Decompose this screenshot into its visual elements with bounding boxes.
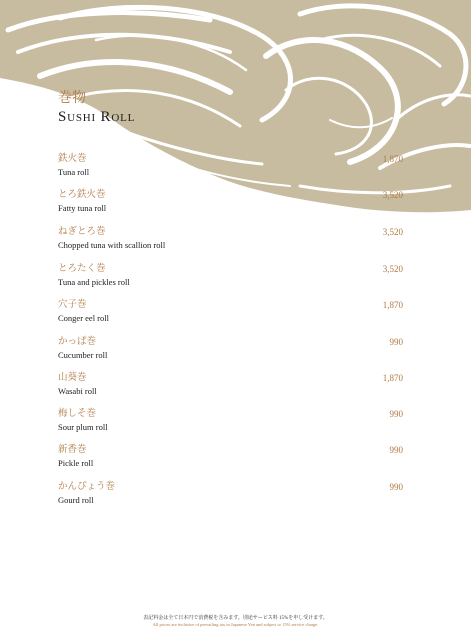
item-name-jp: 鉄火巻: [58, 154, 87, 164]
menu-item: [58, 372, 403, 404]
item-name-en: Tuna roll: [58, 167, 90, 177]
item-name-jp: 梅しそ巻: [58, 409, 97, 419]
item-name-jp: かっぱ巻: [58, 337, 97, 347]
item-price: 1,870: [382, 373, 403, 383]
item-name-en: Cucumber roll: [58, 350, 108, 360]
item-name-jp: とろたく巻: [58, 264, 106, 274]
item-price: 3,520: [382, 227, 403, 237]
menu-item: [58, 153, 403, 185]
item-name-en: Chopped tuna with scallion roll: [58, 240, 166, 250]
item-name-jp: とろ鉄火巻: [58, 190, 106, 200]
item-price: 1,870: [382, 300, 403, 310]
item-price: 1,870: [382, 154, 403, 164]
footer-note-en: All prices are inclusive of prevailing tax in Japanese Yen and subject to 15% service charge.: [152, 622, 319, 627]
menu-item: [58, 263, 403, 295]
menu-item: [58, 481, 403, 513]
item-price: 3,520: [382, 264, 403, 274]
item-name-en: Tuna and pickles roll: [58, 277, 130, 287]
item-name-jp: 新香巻: [58, 445, 87, 455]
item-name-en: Pickle roll: [58, 458, 94, 468]
item-price: 990: [389, 337, 403, 347]
menu-item: [58, 189, 403, 221]
item-name-en: Fatty tuna roll: [58, 203, 107, 213]
item-name-jp: 山葵巻: [58, 373, 87, 383]
item-name-jp: 穴子巻: [58, 300, 87, 310]
item-price: 3,520: [382, 190, 403, 200]
item-name-jp: ねぎとろ巻: [58, 227, 106, 237]
menu-item: [58, 226, 403, 258]
item-price: 990: [389, 482, 403, 492]
menu-item: [58, 444, 403, 476]
menu-item: [58, 299, 403, 331]
menu-item: [58, 408, 403, 440]
item-price: 990: [389, 409, 403, 419]
item-name-en: Gourd roll: [58, 495, 94, 505]
item-name-en: Sour plum roll: [58, 422, 108, 432]
section-header: [58, 91, 135, 127]
menu-item: [58, 336, 403, 368]
item-name-jp: かんぴょう巻: [58, 482, 116, 492]
section-title-jp: 巻物: [58, 91, 86, 106]
item-name-en: Conger eel roll: [58, 313, 109, 323]
item-name-en: Wasabi roll: [58, 386, 97, 396]
section-title-en: Sushi Roll: [58, 109, 136, 125]
footer-note-jp: 表記料金は全て日本円で消費税を含みます。別途サービス料 15%を申し受けます。: [143, 616, 328, 621]
item-price: 990: [389, 445, 403, 455]
